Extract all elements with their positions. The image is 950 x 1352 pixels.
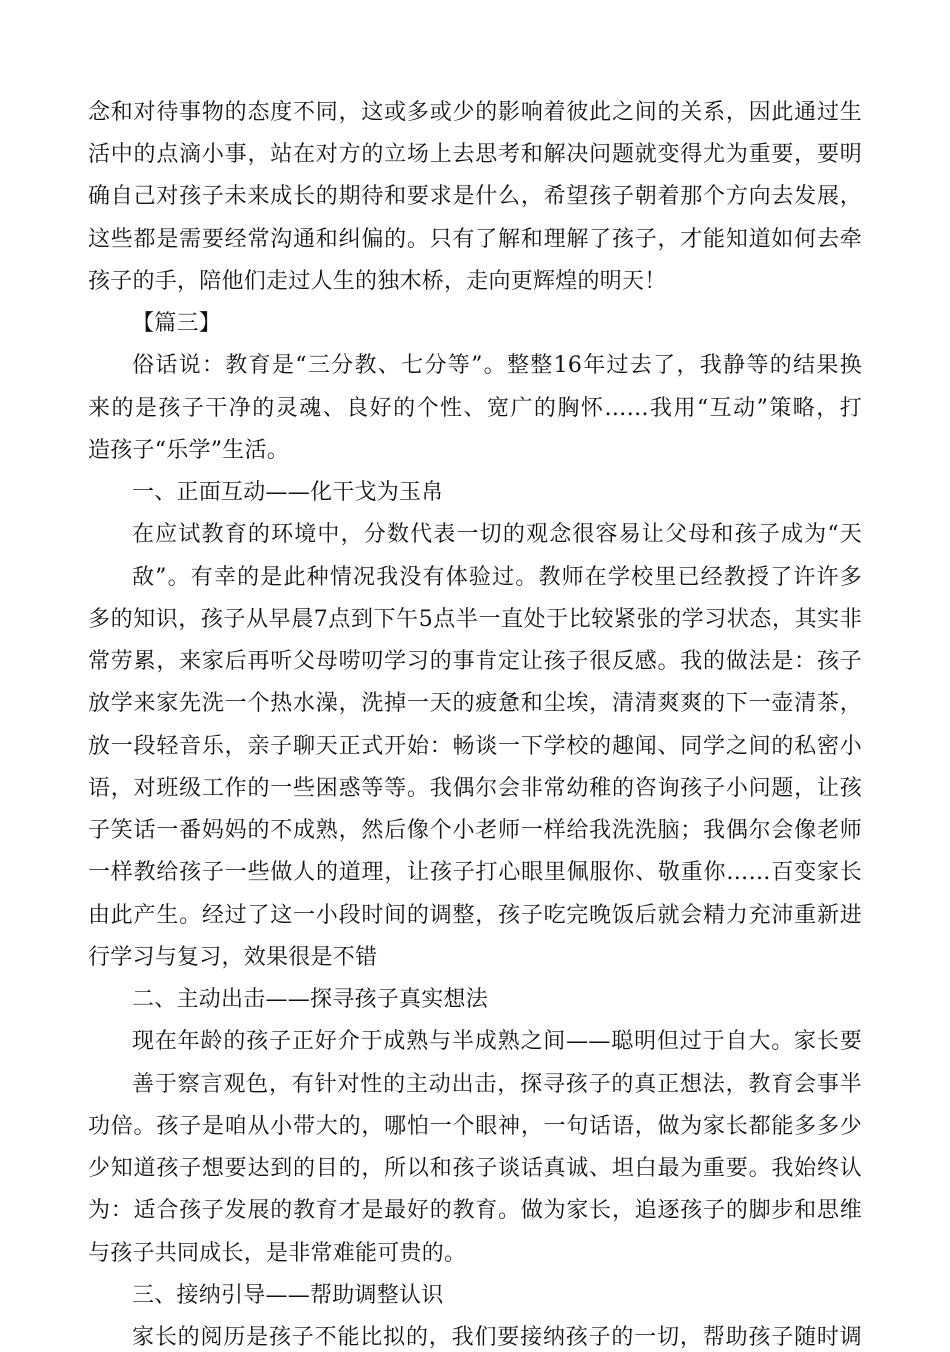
text-line: 孩子的手，陪他们走过人生的独木桥，走向更辉煌的明天！ bbox=[88, 269, 667, 294]
subsection-heading: 一、正面互动——化干戈为玉帛 bbox=[132, 480, 444, 505]
text-line: 这些都是需要经常沟通和纠偏的。只有了解和理解了孩子，才能知道如何去牵 bbox=[88, 227, 862, 252]
text-line: 子笑话一番妈妈的不成熟，然后像个小老师一样给我洗洗脑；我偶尔会像老师 bbox=[88, 818, 862, 843]
text-line: 俗话说：教育是“三分教、七分等”。整整16年过去了，我静等的结果换 bbox=[132, 353, 862, 378]
subsection-heading: 二、主动出击——探寻孩子真实想法 bbox=[132, 987, 489, 1012]
text-line: 敌”。有幸的是此种情况我没有体验过。教师在学校里已经教授了许许多 bbox=[132, 565, 862, 590]
text-line: 常劳累，来家后再听父母唠叨学习的事肯定让孩子很反感。我的做法是：孩子 bbox=[88, 649, 862, 674]
section-heading: 【篇三】 bbox=[132, 311, 222, 336]
text-line: 念和对待事物的态度不同，这或多或少的影响着彼此之间的关系，因此通过生 bbox=[88, 100, 862, 125]
text-line: 语，对班级工作的一些困惑等等。我偶尔会非常幼稚的咨询孩子小问题，让孩 bbox=[88, 776, 862, 801]
text-line: 行学习与复习，效果很是不错 bbox=[88, 945, 378, 970]
text-line: 与孩子共同成长，是非常难能可贵的。 bbox=[88, 1241, 467, 1266]
text-line: 现在年龄的孩子正好介于成熟与半成熟之间——聪明但过于自大。家长要 bbox=[132, 1029, 862, 1054]
text-line: 造孩子“乐学”生活。 bbox=[88, 438, 289, 463]
text-line: 来的是孩子干净的灵魂、良好的个性、宽广的胸怀……我用“互动”策略，打 bbox=[88, 396, 862, 421]
text-line: 一样教给孩子一些做人的道理，让孩子打心眼里佩服你、敬重你……百变家长 bbox=[88, 860, 862, 885]
text-line: 由此产生。经过了这一小段时间的调整，孩子吃完晚饭后就会精力充沛重新进 bbox=[88, 903, 862, 928]
text-line: 多的知识，孩子从早晨7点到下午5点半一直处于比较紧张的学习状态，其实非 bbox=[88, 607, 862, 632]
text-line: 为：适合孩子发展的教育才是最好的教育。做为家长，追逐孩子的脚步和思维 bbox=[88, 1198, 862, 1223]
text-line: 放学来家先洗一个热水澡，洗掉一天的疲惫和尘埃，清清爽爽的下一壶清茶， bbox=[88, 691, 862, 716]
subsection-heading: 三、接纳引导——帮助调整认识 bbox=[132, 1283, 444, 1308]
text-line: 在应试教育的环境中，分数代表一切的观念很容易让父母和孩子成为“天 bbox=[132, 522, 862, 547]
text-line: 善于察言观色，有针对性的主动出击，探寻孩子的真正想法，教育会事半 bbox=[132, 1072, 862, 1097]
text-line: 放一段轻音乐，亲子聊天正式开始：畅谈一下学校的趣闻、同学之间的私密小 bbox=[88, 734, 862, 759]
text-line: 少知道孩子想要达到的目的，所以和孩子谈话真诚、坦白最为重要。我始终认 bbox=[88, 1156, 862, 1181]
text-line: 确自己对孩子未来成长的期待和要求是什么，希望孩子朝着那个方向去发展， bbox=[88, 184, 862, 209]
text-line: 功倍。孩子是咱从小带大的，哪怕一个眼神，一句话语，做为家长都能多多少 bbox=[88, 1114, 862, 1139]
text-line: 活中的点滴小事，站在对方的立场上去思考和解决问题就变得尤为重要，要明 bbox=[88, 142, 862, 167]
text-line: 家长的阅历是孩子不能比拟的，我们要接纳孩子的一切，帮助孩子随时调 bbox=[132, 1325, 862, 1350]
